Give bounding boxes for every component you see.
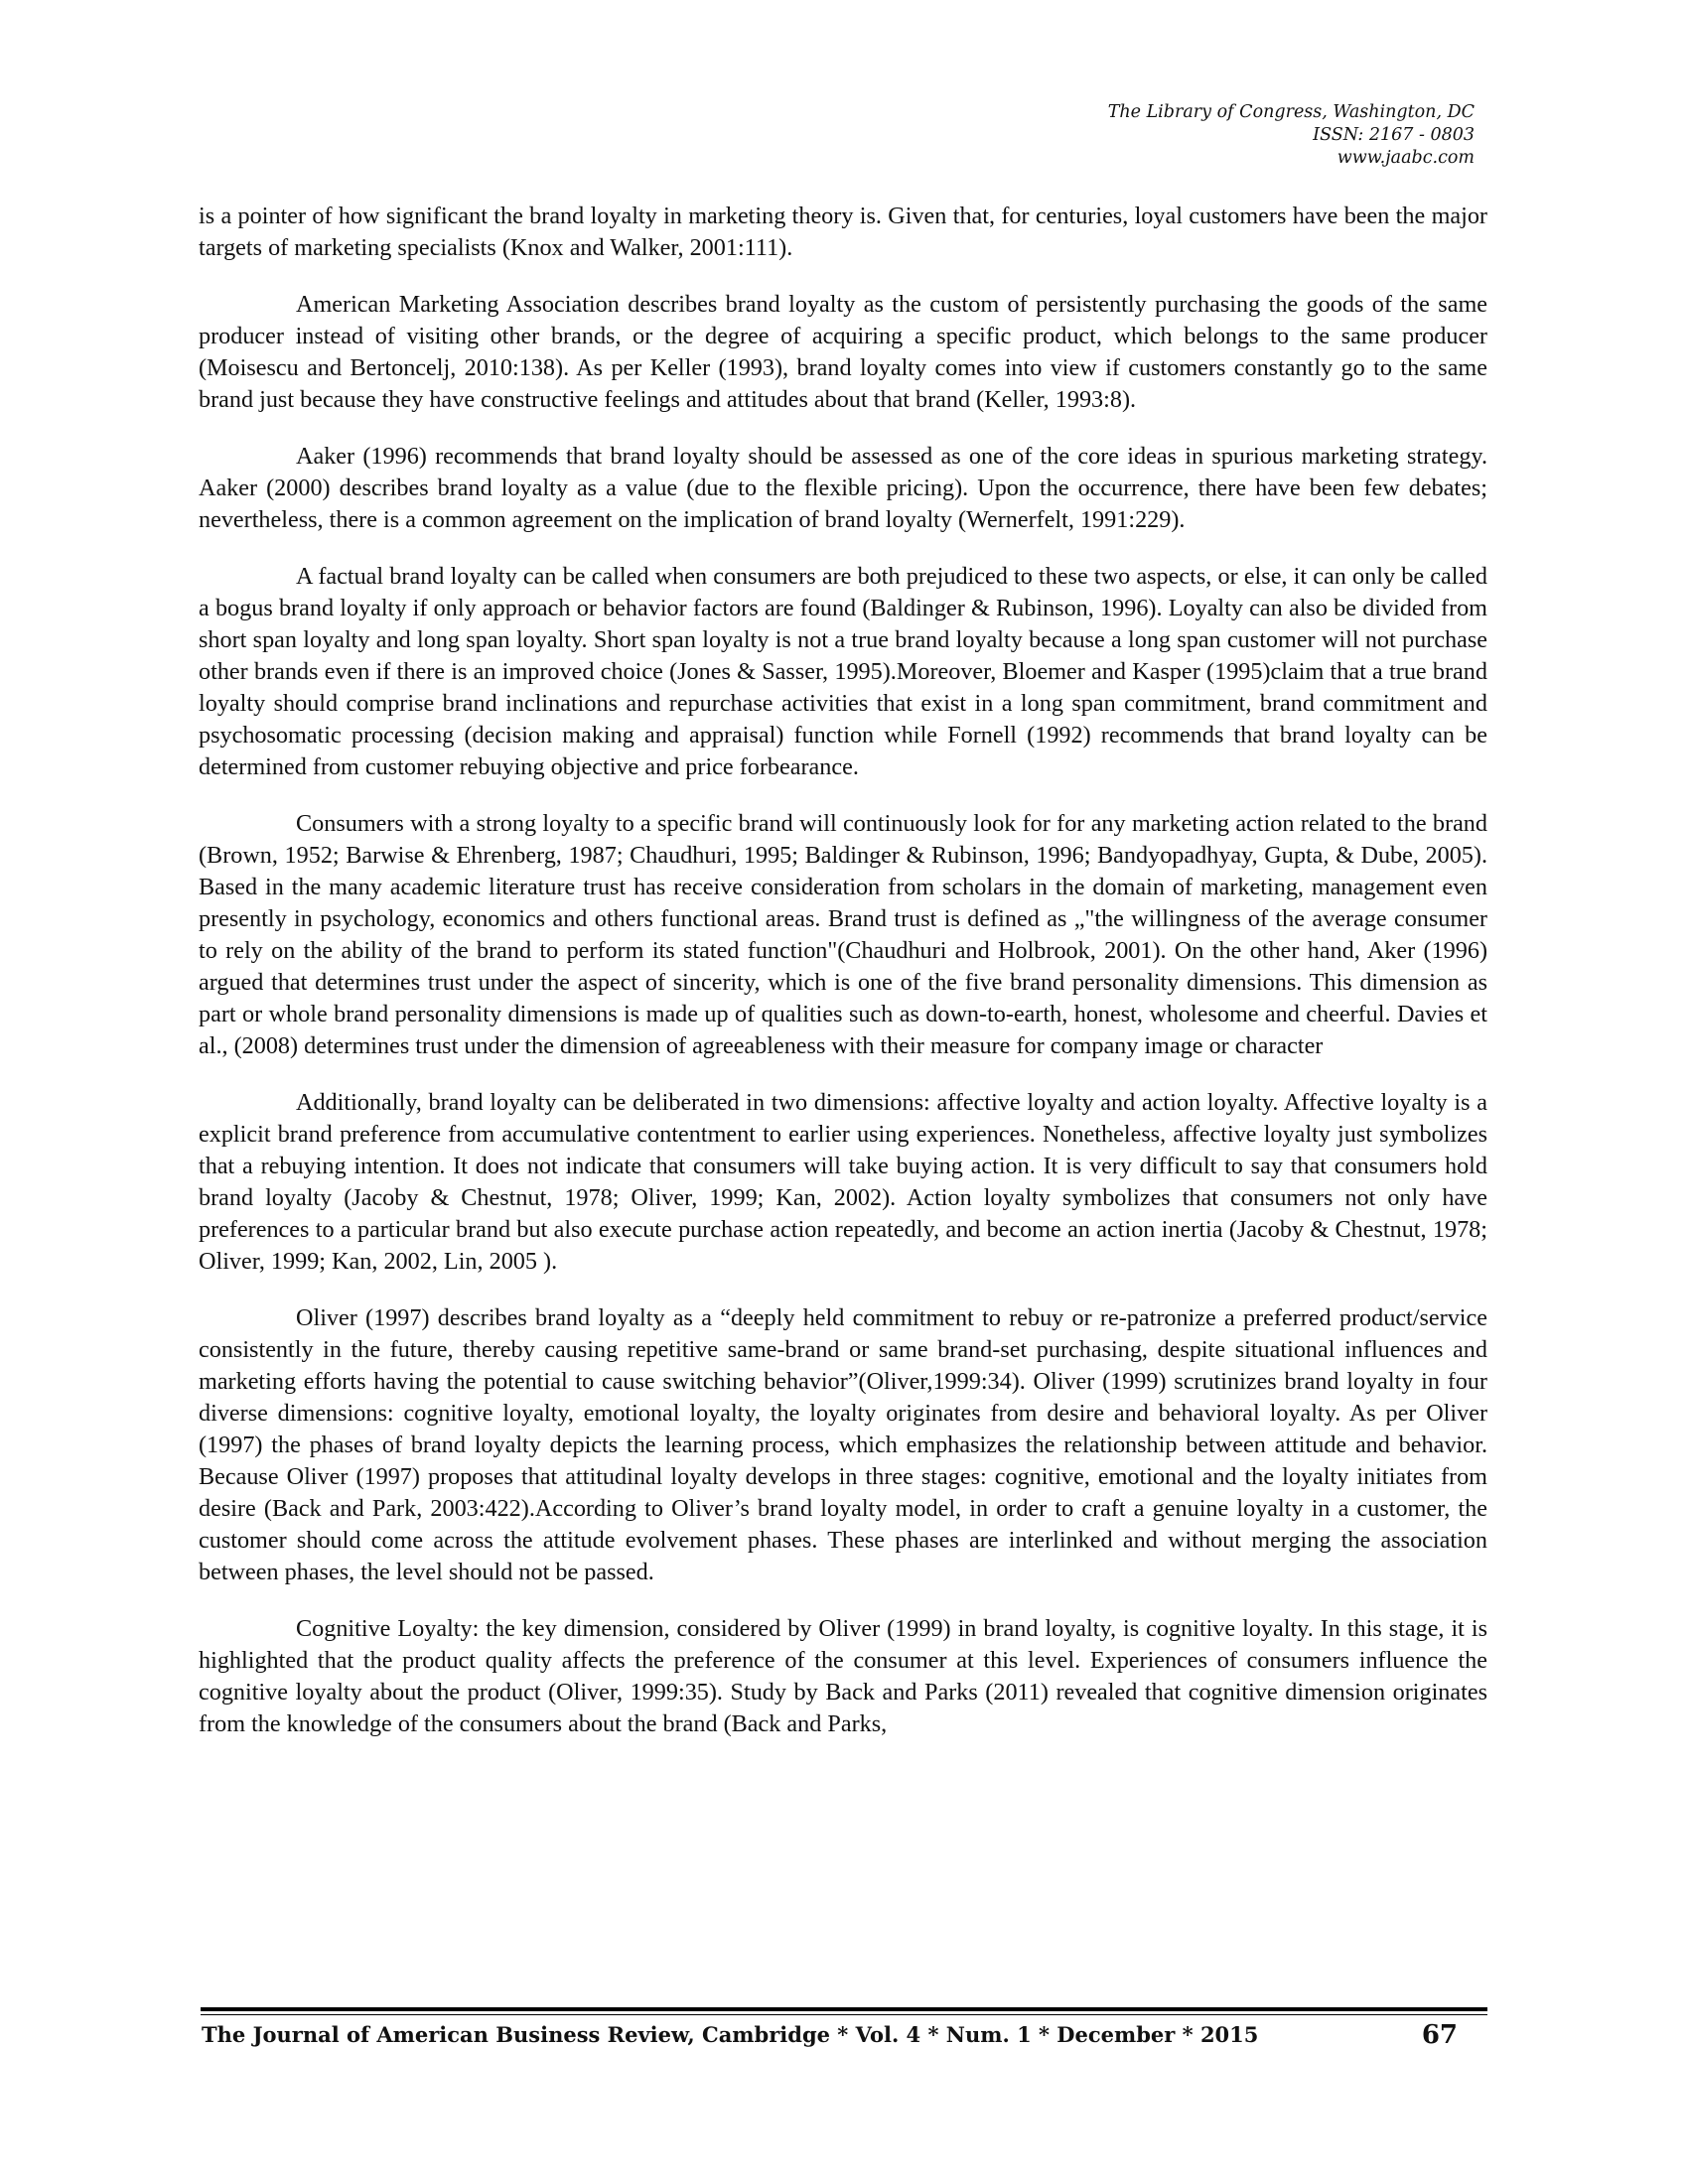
paragraph: Consumers with a strong loyalty to a specific brand will continuously look for for any marketing action related to the brand (Brown, 1952; Barwise & Ehrenberg, 1987; Chaudhuri, 1995; Baldinger & Rubinson, 1996; Bandyopadhyay, Gupta, & Dube, 2005). Based in the many academic literature trust has receive consideration from scholars in the domain of marketing, management even presently in psychology, economics and others functional areas. Brand trust is defined as „"the willingness of the average consumer to rely on the ability of the brand to perform its stated function"(Chaudhuri and Holbrook, 2001). On the other hand, Aker (1996) argued that determines trust under the aspect of sincerity, which is one of the five brand personality dimensions. This dimension as part or whole brand personality dimensions is made up of qualities such as down-to-earth, honest, wholesome and cheerful. Davies et al., (2008) determines trust under the dimension of agreeableness with their measure for company image or character <box>199 810 1487 1059</box>
paragraph: American Marketing Association describes brand loyalty as the custom of persistently purchasing the goods of the same producer instead of visiting other brands, or the degree of acquiring a specific product, which belongs to the same producer (Moisescu and Bertoncelj, 2010:138). As per Keller (1993), brand loyalty comes into view if customers constantly go to the same brand just because they have constructive feelings and attitudes about that brand (Keller, 1993:8). <box>199 291 1487 413</box>
running-footer <box>202 2020 1458 2054</box>
footer-divider <box>201 2007 1487 2015</box>
paragraph: A factual brand loyalty can be called when consumers are both prejudiced to these two aspects, or else, it can only be called a bogus brand loyalty if only approach or behavior factors are found (Baldinger & Rubinson, 1996). Loyalty can also be divided from short span loyalty and long span loyalty. Short span loyalty is not a true brand loyalty because a long span customer will not purchase other brands even if there is an improved choice (Jones & Sasser, 1995).Moreover, Bloemer and Kasper (1995)claim that a true brand loyalty should comprise brand inclinations and repurchase activities that exist in a long span commitment, brand commitment and psychosomatic processing (decision making and appraisal) function while Fornell (1992) recommends that brand loyalty can be determined from customer rebuying objective and price forbearance. <box>199 563 1487 780</box>
page-number: 67 <box>1421 2020 1458 2050</box>
paragraph: Oliver (1997) describes brand loyalty as a “deeply held commitment to rebuy or re-patronize a preferred product/service consistently in the future, thereby causing repetitive same-brand or same brand-set purchasing, despite situational influences and marketing efforts having the potential to cause switching behavior”(Oliver,1999:34). Oliver (1999) scrutinizes brand loyalty in four diverse dimensions: cognitive loyalty, emotional loyalty, the loyalty originates from desire and behavioral loyalty. As per Oliver (1997) the phases of brand loyalty depicts the learning process, which emphasizes the relationship between attitude and behavior. Because Oliver (1997) proposes that attitudinal loyalty develops in three stages: cognitive, emotional and the loyalty initiates from desire (Back and Park, 2003:422).According to Oliver’s brand loyalty model, in order to craft a genuine loyalty in a customer, the customer should come across the attitude evolvement phases. These phases are interlinked and without merging the association between phases, the level should not be passed. <box>199 1304 1487 1585</box>
paragraph: Additionally, brand loyalty can be deliberated in two dimensions: affective loyalty and action loyalty. Affective loyalty is a explicit brand preference from accumulative contentment to earlier using experiences. Nonetheless, affective loyalty just symbolizes that a rebuying intention. It does not indicate that consumers will take buying action. It is very difficult to say that consumers hold brand loyalty (Jacoby & Chestnut, 1978; Oliver, 1999; Kan, 2002). Action loyalty symbolizes that consumers not only have preferences to a particular brand but also execute purchase action repeatedly, and become an action inertia (Jacoby & Chestnut, 1978; Oliver, 1999; Kan, 2002, Lin, 2005 ). <box>199 1089 1487 1275</box>
footer-journal-citation: The Journal of American Business Review, Cambridge * Vol. 4 * Num. 1 * December * 2015 <box>202 2022 1259 2047</box>
header-library-line: The Library of Congress, Washington, DC <box>1107 102 1475 122</box>
running-header <box>879 101 1475 170</box>
header-issn-line: ISSN: 2167 - 0803 <box>1313 125 1475 145</box>
article-body <box>199 201 1487 1765</box>
paragraph: Cognitive Loyalty: the key dimension, considered by Oliver (1999) in brand loyalty, is cognitive loyalty. In this stage, it is highlighted that the product quality affects the preference of the consumer at this level. Experiences of consumers influence the cognitive loyalty about the product (Oliver, 1999:35). Study by Back and Parks (2011) revealed that cognitive dimension originates from the knowledge of the consumers about the brand (Back and Parks, <box>199 1615 1487 1737</box>
paragraph: is a pointer of how significant the brand loyalty in marketing theory is. Given that, for centuries, loyal customers have been the major targets of marketing specialists (Knox and Walker, 2001:111). <box>199 203 1487 261</box>
paragraph: Aaker (1996) recommends that brand loyalty should be assessed as one of the core ideas in spurious marketing strategy. Aaker (2000) describes brand loyalty as a value (due to the flexible pricing). Upon the occurrence, there have been few debates; nevertheless, there is a common agreement on the implication of brand loyalty (Wernerfelt, 1991:229). <box>199 443 1487 533</box>
header-website-line: www.jaabc.com <box>1336 148 1475 168</box>
